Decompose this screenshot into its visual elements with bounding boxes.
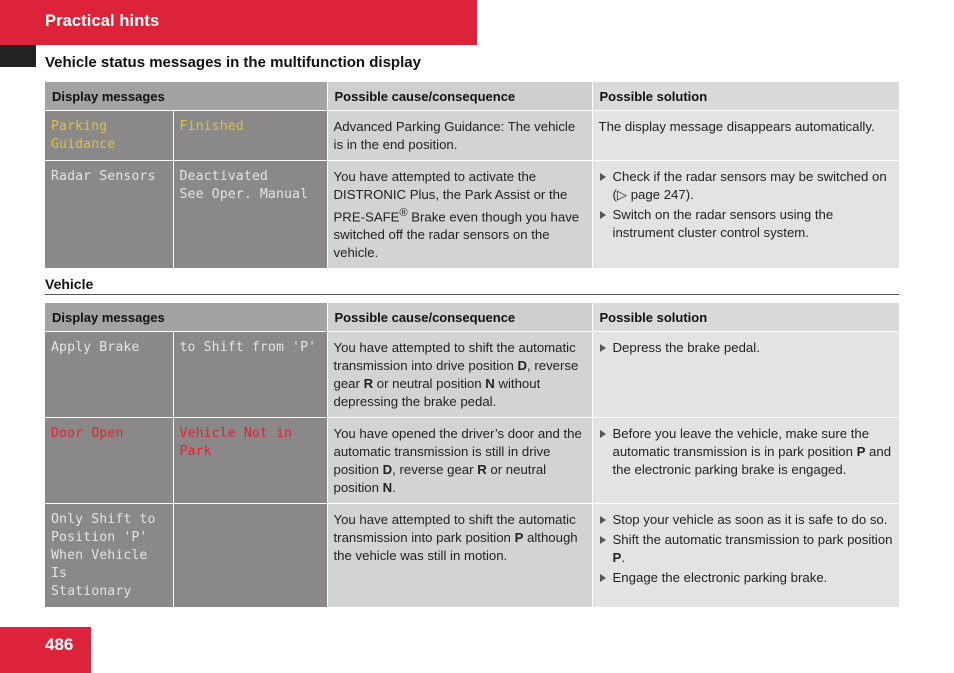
solution-step: Check if the radar sensors may be switched on (▷ page 247). <box>599 168 893 204</box>
display-message-line1: Only Shift to Position 'P' When Vehicle Is Stationary <box>45 504 173 608</box>
solution-step: Stop your vehicle as soon as it is safe to do so. <box>599 511 893 529</box>
header-possible-solution: Possible solution <box>592 82 899 111</box>
status-messages-table <box>45 82 900 269</box>
solution-step: Engage the electronic parking brake. <box>599 569 893 587</box>
table-header-row <box>45 82 899 111</box>
display-message-line1: Apply Brake <box>45 332 173 418</box>
header-possible-solution: Possible solution <box>592 303 899 332</box>
possible-solution-cell <box>592 418 899 504</box>
table-body <box>45 111 899 269</box>
possible-solution-cell <box>592 332 899 418</box>
header-title: Practical hints <box>45 12 160 30</box>
page-number: 486 <box>45 635 74 654</box>
display-message-line1: Door Open <box>45 418 173 504</box>
chapter-tab-marker <box>0 45 36 67</box>
header-possible-cause: Possible cause/consequence <box>327 303 592 332</box>
display-message-line2: Vehicle Not in Park <box>173 418 327 504</box>
possible-solution-cell <box>592 504 899 608</box>
possible-cause-cell: Advanced Parking Guidance: The vehicle is in the end position. <box>327 111 592 161</box>
table-header-row <box>45 303 899 332</box>
solution-text: The display message disappears automatically. <box>598 119 875 134</box>
solution-step: Switch on the radar sensors using the instrument cluster control system. <box>599 206 893 242</box>
header-display-messages: Display messages <box>45 82 327 111</box>
possible-cause-cell: You have attempted to shift the automatic transmission into park position P although the vehicle was still in motion. <box>327 504 592 608</box>
display-message-line2 <box>173 504 327 608</box>
section-title: Vehicle status messages in the multifunction display <box>45 54 421 71</box>
possible-cause-cell: You have attempted to shift the automatic transmission into drive position D, reverse gear R or neutral position N without depressing the brake pedal. <box>327 332 592 418</box>
display-message-line1: Radar Sensors <box>45 161 173 269</box>
solution-step: Depress the brake pedal. <box>599 339 893 357</box>
sub-heading-vehicle: Vehicle <box>45 276 94 292</box>
possible-cause-cell: You have attempted to activate the DISTRONIC Plus, the Park Assist or the PRE-SAFE® Brake even though you have switched off the radar sensors on the vehicle. <box>327 161 592 269</box>
table-row <box>45 161 899 269</box>
sub-heading-rule <box>45 294 899 295</box>
possible-cause-cell: You have opened the driver’s door and the automatic transmission is still in drive position D, reverse gear R or neutral position N. <box>327 418 592 504</box>
solution-step: Before you leave the vehicle, make sure the automatic transmission is in park position P and the electronic parking brake is engaged. <box>599 425 893 479</box>
table-row <box>45 504 899 608</box>
header-possible-cause: Possible cause/consequence <box>327 82 592 111</box>
table-row <box>45 332 899 418</box>
possible-solution-cell <box>592 111 899 161</box>
header-display-messages: Display messages <box>45 303 327 332</box>
vehicle-messages-table <box>45 303 900 608</box>
display-message-line1: Parking Guidance <box>45 111 173 161</box>
possible-solution-cell <box>592 161 899 269</box>
table-body <box>45 332 899 608</box>
display-message-line2: Deactivated See Oper. Manual <box>173 161 327 269</box>
display-message-line2: to Shift from 'P' <box>173 332 327 418</box>
table-row <box>45 111 899 161</box>
table-row <box>45 418 899 504</box>
solution-step: Shift the automatic transmission to park position P. <box>599 531 893 567</box>
display-message-line2: Finished <box>173 111 327 161</box>
